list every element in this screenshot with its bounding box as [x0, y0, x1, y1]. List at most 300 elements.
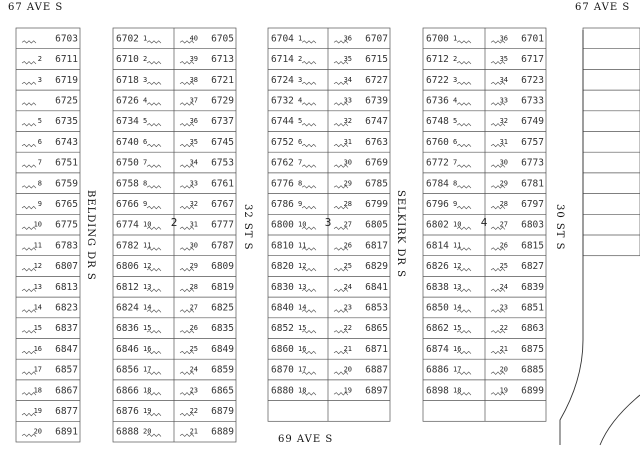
address-label: 6718 — [116, 74, 139, 86]
handwritten-note — [302, 206, 316, 209]
address-label: 6810 — [271, 240, 294, 252]
lot-number: 25 — [343, 262, 352, 271]
address-label: 6885 — [521, 364, 544, 376]
lot-number: 12 — [143, 262, 152, 271]
address-label: 6753 — [211, 157, 234, 169]
address-label: 6899 — [521, 385, 544, 397]
address-label: 6721 — [211, 74, 234, 86]
address-label: 6849 — [211, 343, 234, 355]
lot-number: 2 — [453, 55, 458, 64]
handwritten-note — [457, 82, 471, 84]
address-label: 6759 — [55, 178, 78, 190]
lot-number: 18 — [33, 386, 42, 395]
lot-number: 6 — [143, 137, 148, 146]
address-label: 6889 — [211, 426, 234, 438]
lot-number: 8 — [298, 179, 303, 188]
address-label: 6773 — [521, 157, 544, 169]
address-label: 6865 — [365, 323, 388, 335]
lot-number: 18 — [143, 386, 152, 395]
lot-number: 2 — [143, 55, 148, 64]
address-label: 6777 — [211, 219, 234, 231]
lot-number: 5 — [298, 117, 303, 126]
handwritten-note — [302, 144, 316, 146]
lot-number: 11 — [33, 241, 42, 250]
address-label: 6847 — [55, 343, 78, 355]
lot-number: 34 — [343, 75, 352, 84]
street-label-69-ave: 69 AVE S — [278, 434, 334, 445]
lot-number: 29 — [499, 179, 508, 188]
address-label: 6856 — [116, 364, 139, 376]
lot-number: 1 — [143, 34, 148, 43]
address-label: 6853 — [365, 302, 388, 314]
blocks-layer — [16, 28, 640, 442]
address-label: 6841 — [365, 281, 388, 293]
lot-number: 40 — [189, 34, 198, 43]
curb-curve-right — [600, 395, 640, 445]
lot-number: 1 — [453, 34, 458, 43]
handwritten-note — [457, 41, 471, 43]
lot-number: 11 — [143, 241, 152, 250]
address-label: 6817 — [365, 240, 388, 252]
address-label: 6830 — [271, 281, 294, 293]
lot-number: 9 — [298, 199, 303, 208]
handwritten-note — [457, 186, 471, 188]
handwritten-note — [22, 206, 36, 209]
handwritten-note — [302, 165, 316, 167]
lot-number: 23 — [499, 303, 508, 312]
address-label: 6729 — [211, 95, 234, 107]
handwritten-note — [22, 124, 36, 126]
handwritten-note — [22, 41, 36, 43]
address-label: 6735 — [55, 116, 78, 128]
street-label-selkirk-dr: SELKIRK DR S — [395, 190, 406, 278]
address-label: 6733 — [521, 95, 544, 107]
lot-number: 20 — [143, 427, 152, 436]
lot-number: 32 — [343, 117, 352, 126]
address-label: 6897 — [365, 385, 388, 397]
lot-number: 27 — [499, 220, 508, 229]
lot-number: 11 — [453, 241, 462, 250]
lot-number: 3 — [453, 75, 458, 84]
handwritten-note — [457, 206, 471, 209]
lot-number: 12 — [453, 262, 462, 271]
address-label: 6747 — [365, 116, 388, 128]
lot-number: 9 — [37, 199, 42, 208]
lot-number: 7 — [453, 158, 458, 167]
address-label: 6761 — [211, 178, 234, 190]
street-label-67-ave-right: 67 AVE S — [575, 2, 631, 13]
address-label: 6732 — [271, 95, 294, 107]
lot-number: 30 — [499, 158, 508, 167]
address-label: 6763 — [365, 136, 388, 148]
handwritten-note — [147, 41, 161, 43]
address-label: 6710 — [116, 54, 139, 66]
lot-number: 19 — [33, 406, 42, 415]
lot-number: 11 — [298, 241, 307, 250]
address-label: 6772 — [426, 157, 449, 169]
lot-number: 10 — [33, 220, 42, 229]
address-label: 6867 — [55, 385, 78, 397]
block-number: 4 — [480, 216, 488, 229]
address-label: 6799 — [365, 198, 388, 210]
address-label: 6850 — [426, 302, 449, 314]
address-label: 6737 — [211, 116, 234, 128]
lot-number: 25 — [499, 262, 508, 271]
lot-number: 32 — [189, 199, 198, 208]
address-label: 6877 — [55, 405, 78, 417]
lot-number: 22 — [343, 324, 352, 333]
address-label: 6749 — [521, 116, 544, 128]
address-label: 6739 — [365, 95, 388, 107]
lot-number: 26 — [343, 241, 352, 250]
handwritten-note — [302, 186, 316, 188]
address-label: 6807 — [55, 261, 78, 273]
address-label: 6826 — [426, 261, 449, 273]
address-label: 6796 — [426, 198, 449, 210]
handwritten-note — [147, 82, 161, 84]
address-label: 6871 — [365, 343, 388, 355]
address-label: 6758 — [116, 178, 139, 190]
lot-number: 13 — [33, 282, 42, 291]
address-label: 6888 — [116, 426, 139, 438]
handwritten-note — [147, 165, 161, 167]
lot-number: 4 — [453, 96, 458, 105]
lot-number: 37 — [189, 96, 198, 105]
lot-number: 6 — [298, 137, 303, 146]
address-label: 6766 — [116, 198, 139, 210]
lot-number: 21 — [499, 344, 508, 353]
lot-number: 20 — [343, 365, 352, 374]
lot-number: 18 — [298, 386, 307, 395]
lot-number: 4 — [298, 96, 303, 105]
address-label: 6744 — [271, 116, 294, 128]
lot-number: 2 — [298, 55, 303, 64]
address-label: 6813 — [55, 281, 78, 293]
address-label: 6752 — [271, 136, 294, 148]
address-label: 6781 — [521, 178, 544, 190]
lot-number: 13 — [453, 282, 462, 291]
lot-number: 18 — [453, 386, 462, 395]
lot-number: 1 — [298, 34, 303, 43]
lot-number: 17 — [453, 365, 462, 374]
lot-number: 5 — [453, 117, 458, 126]
lot-number: 24 — [189, 365, 198, 374]
address-label: 6891 — [55, 426, 78, 438]
lot-number: 10 — [298, 220, 307, 229]
address-label: 6852 — [271, 323, 294, 335]
lot-number: 7 — [37, 158, 42, 167]
lot-number: 12 — [33, 262, 42, 271]
address-label: 6740 — [116, 136, 139, 148]
address-label: 6712 — [426, 54, 449, 66]
address-label: 6700 — [426, 33, 449, 45]
address-label: 6839 — [521, 281, 544, 293]
address-label: 6866 — [116, 385, 139, 397]
handwritten-note — [147, 103, 161, 105]
lot-number: 34 — [499, 75, 508, 84]
address-label: 6775 — [55, 219, 78, 231]
lot-number: 30 — [189, 241, 198, 250]
lot-number: 16 — [143, 344, 152, 353]
lot-number: 22 — [499, 324, 508, 333]
address-label: 6725 — [55, 95, 78, 107]
address-label: 6886 — [426, 364, 449, 376]
address-label: 6714 — [271, 54, 294, 66]
lot-number: 33 — [343, 96, 352, 105]
handwritten-note — [22, 186, 36, 188]
lot-number: 38 — [189, 75, 198, 84]
address-label: 6875 — [521, 343, 544, 355]
address-label: 6835 — [211, 323, 234, 335]
lot-number: 6 — [37, 137, 42, 146]
address-label: 6898 — [426, 385, 449, 397]
address-label: 6859 — [211, 364, 234, 376]
address-label: 6748 — [426, 116, 449, 128]
address-label: 6876 — [116, 405, 139, 417]
address-label: 6724 — [271, 74, 294, 86]
lot-number: 7 — [298, 158, 303, 167]
address-label: 6838 — [426, 281, 449, 293]
handwritten-note — [302, 124, 316, 126]
address-label: 6757 — [521, 136, 544, 148]
block-number: 2 — [170, 216, 178, 229]
address-label: 6809 — [211, 261, 234, 273]
lot-number: 23 — [189, 386, 198, 395]
address-label: 6819 — [211, 281, 234, 293]
address-label: 6705 — [211, 33, 234, 45]
address-label: 6857 — [55, 364, 78, 376]
address-label: 6719 — [55, 74, 78, 86]
address-label: 6750 — [116, 157, 139, 169]
address-label: 6722 — [426, 74, 449, 86]
address-label: 6787 — [211, 240, 234, 252]
lot-number: 14 — [298, 303, 307, 312]
address-label: 6743 — [55, 136, 78, 148]
handwritten-note — [302, 41, 316, 43]
address-label: 6874 — [426, 343, 449, 355]
address-label: 6800 — [271, 219, 294, 231]
lot-number: 31 — [189, 220, 198, 229]
lot-number: 35 — [499, 55, 508, 64]
address-label: 6825 — [211, 302, 234, 314]
handwritten-note — [22, 165, 36, 167]
lot-number: 30 — [343, 158, 352, 167]
lot-number: 26 — [499, 241, 508, 250]
address-label: 6786 — [271, 198, 294, 210]
lot-number: 26 — [189, 324, 198, 333]
block-number: 3 — [324, 216, 332, 229]
address-label: 6704 — [271, 33, 294, 45]
address-label: 6887 — [365, 364, 388, 376]
lot-number: 29 — [343, 179, 352, 188]
lot-number: 8 — [143, 179, 148, 188]
street-label-32-st: 32 ST S — [242, 204, 253, 251]
address-label: 6783 — [55, 240, 78, 252]
address-label: 6803 — [521, 219, 544, 231]
address-label: 6760 — [426, 136, 449, 148]
handwritten-note — [22, 82, 36, 84]
lot-number: 20 — [499, 365, 508, 374]
address-label: 6862 — [426, 323, 449, 335]
lot-number: 14 — [453, 303, 462, 312]
address-label: 6802 — [426, 219, 449, 231]
address-label: 6823 — [55, 302, 78, 314]
street-label-belding-dr: BELDING DR S — [85, 190, 96, 281]
address-label: 6829 — [365, 261, 388, 273]
address-label: 6836 — [116, 323, 139, 335]
address-label: 6840 — [271, 302, 294, 314]
handwritten-note — [302, 82, 316, 84]
address-label: 6827 — [521, 261, 544, 273]
address-label: 6865 — [211, 385, 234, 397]
lot-number: 8 — [37, 179, 42, 188]
lot-number: 31 — [499, 137, 508, 146]
address-label: 6751 — [55, 157, 78, 169]
address-label: 6734 — [116, 116, 139, 128]
address-label: 6702 — [116, 33, 139, 45]
lot-number: 36 — [343, 34, 352, 43]
lot-number: 22 — [189, 406, 198, 415]
lot-number: 36 — [499, 34, 508, 43]
handwritten-note — [22, 62, 36, 64]
address-label: 6715 — [365, 54, 388, 66]
lot-number: 14 — [143, 303, 152, 312]
lot-number: 35 — [343, 55, 352, 64]
address-label: 6767 — [211, 198, 234, 210]
address-label: 6851 — [521, 302, 544, 314]
lot-number: 9 — [453, 199, 458, 208]
lot-number: 19 — [143, 406, 152, 415]
address-label: 6820 — [271, 261, 294, 273]
address-label: 6723 — [521, 74, 544, 86]
lot-number: 17 — [33, 365, 42, 374]
handwritten-note — [457, 103, 471, 105]
street-label-67-ave-left: 67 AVE S — [8, 2, 64, 13]
address-label: 6713 — [211, 54, 234, 66]
block-outline — [583, 28, 640, 256]
block-1 — [16, 28, 80, 442]
lot-number: 16 — [33, 344, 42, 353]
address-label: 6879 — [211, 405, 234, 417]
lot-number: 8 — [453, 179, 458, 188]
handwritten-note — [302, 103, 316, 105]
lot-number: 6 — [453, 137, 458, 146]
lot-number: 19 — [343, 386, 352, 395]
address-label: 6726 — [116, 95, 139, 107]
lot-number: 3 — [143, 75, 148, 84]
address-label: 6805 — [365, 219, 388, 231]
address-label: 6782 — [116, 240, 139, 252]
lot-number: 4 — [143, 96, 148, 105]
handwritten-note — [147, 62, 161, 64]
lot-number: 7 — [143, 158, 148, 167]
lot-number: 36 — [189, 117, 198, 126]
address-label: 6812 — [116, 281, 139, 293]
block-5 — [583, 28, 640, 256]
handwritten-note — [147, 206, 161, 209]
lot-number: 14 — [33, 303, 42, 312]
address-label: 6870 — [271, 364, 294, 376]
lot-number: 3 — [298, 75, 303, 84]
handwritten-note — [457, 165, 471, 167]
lot-number: 12 — [298, 262, 307, 271]
handwritten-note — [302, 62, 316, 64]
lot-number: 5 — [37, 117, 42, 126]
lot-number: 35 — [189, 137, 198, 146]
address-label: 6860 — [271, 343, 294, 355]
handwritten-note — [147, 186, 161, 188]
address-label: 6745 — [211, 136, 234, 148]
address-label: 6711 — [55, 54, 78, 66]
lot-number: 39 — [189, 55, 198, 64]
handwritten-note — [457, 62, 471, 64]
address-label: 6703 — [55, 33, 78, 45]
handwritten-note — [147, 124, 161, 126]
lot-number: 24 — [499, 282, 508, 291]
lot-number: 31 — [343, 137, 352, 146]
lot-number: 9 — [143, 199, 148, 208]
address-label: 6736 — [426, 95, 449, 107]
lot-number: 15 — [298, 324, 307, 333]
lot-number: 3 — [37, 75, 42, 84]
address-label: 6727 — [365, 74, 388, 86]
lot-number: 32 — [499, 117, 508, 126]
block-4 — [423, 28, 546, 421]
handwritten-note — [22, 144, 36, 146]
lot-number: 15 — [453, 324, 462, 333]
block-2 — [113, 28, 236, 442]
lot-number: 33 — [189, 179, 198, 188]
lot-number: 17 — [298, 365, 307, 374]
address-label: 6863 — [521, 323, 544, 335]
lot-number: 27 — [189, 303, 198, 312]
lot-number: 16 — [298, 344, 307, 353]
handwritten-note — [457, 144, 471, 146]
lot-number: 24 — [343, 282, 352, 291]
block-3 — [268, 28, 390, 421]
lot-number: 29 — [189, 262, 198, 271]
address-label: 6784 — [426, 178, 449, 190]
address-label: 6717 — [521, 54, 544, 66]
address-label: 6814 — [426, 240, 449, 252]
address-label: 6797 — [521, 198, 544, 210]
address-label: 6806 — [116, 261, 139, 273]
lot-number: 13 — [143, 282, 152, 291]
lot-number: 28 — [343, 199, 352, 208]
lot-number: 15 — [143, 324, 152, 333]
lot-number: 2 — [37, 55, 42, 64]
lot-number: 13 — [298, 282, 307, 291]
lot-number: 21 — [189, 427, 198, 436]
lot-number: 34 — [189, 158, 198, 167]
lot-number: 28 — [499, 199, 508, 208]
lot-number: 21 — [343, 344, 352, 353]
address-label: 6846 — [116, 343, 139, 355]
lot-number: 27 — [343, 220, 352, 229]
lot-number: 20 — [33, 427, 42, 436]
lot-number: 28 — [189, 282, 198, 291]
lot-number: 19 — [499, 386, 508, 395]
handwritten-note — [147, 144, 161, 146]
address-label: 6880 — [271, 385, 294, 397]
address-label: 6837 — [55, 323, 78, 335]
handwritten-note — [457, 124, 471, 126]
lot-number: 5 — [143, 117, 148, 126]
lot-number: 10 — [453, 220, 462, 229]
address-label: 6776 — [271, 178, 294, 190]
address-label: 6762 — [271, 157, 294, 169]
street-label-30-st: 30 ST S — [554, 204, 565, 251]
